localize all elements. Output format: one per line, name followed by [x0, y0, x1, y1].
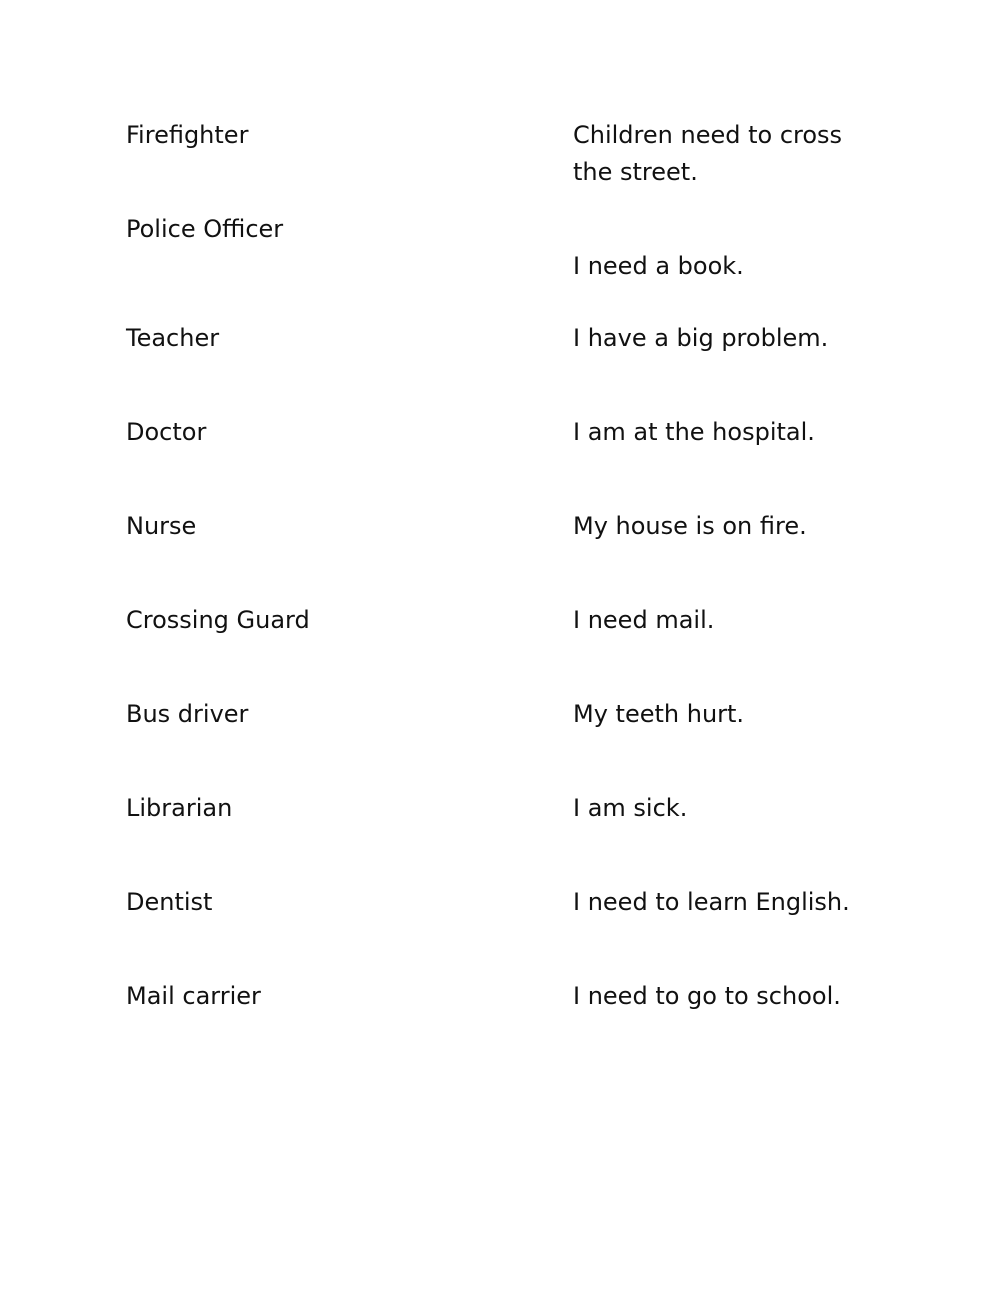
situation-item: I need a book. [573, 252, 744, 280]
situation-item: I am at the hospital. [573, 418, 815, 446]
occupation-item: Police Officer [126, 215, 284, 243]
situation-item: My house is on fire. [573, 512, 807, 540]
situation-item: I am sick. [573, 794, 688, 822]
occupation-item: Crossing Guard [126, 606, 310, 634]
occupation-item: Dentist [126, 888, 213, 916]
occupation-item: Firefighter [126, 121, 249, 149]
situation-item: I need to go to school. [573, 982, 841, 1010]
occupation-item: Mail carrier [126, 982, 261, 1010]
situation-item: Children need to cross the street. [573, 121, 843, 186]
occupation-item: Bus driver [126, 700, 249, 728]
occupation-item: Teacher [126, 324, 220, 352]
situation-item: I need mail. [573, 606, 715, 634]
occupations-column [126, 0, 526, 1291]
situations-column [573, 0, 903, 1291]
occupation-item: Librarian [126, 794, 233, 822]
situation-item: I have a big problem. [573, 324, 829, 352]
occupation-item: Doctor [126, 418, 207, 446]
occupation-item: Nurse [126, 512, 197, 540]
situation-item: My teeth hurt. [573, 700, 745, 728]
situation-item: I need to learn English. [573, 888, 850, 916]
